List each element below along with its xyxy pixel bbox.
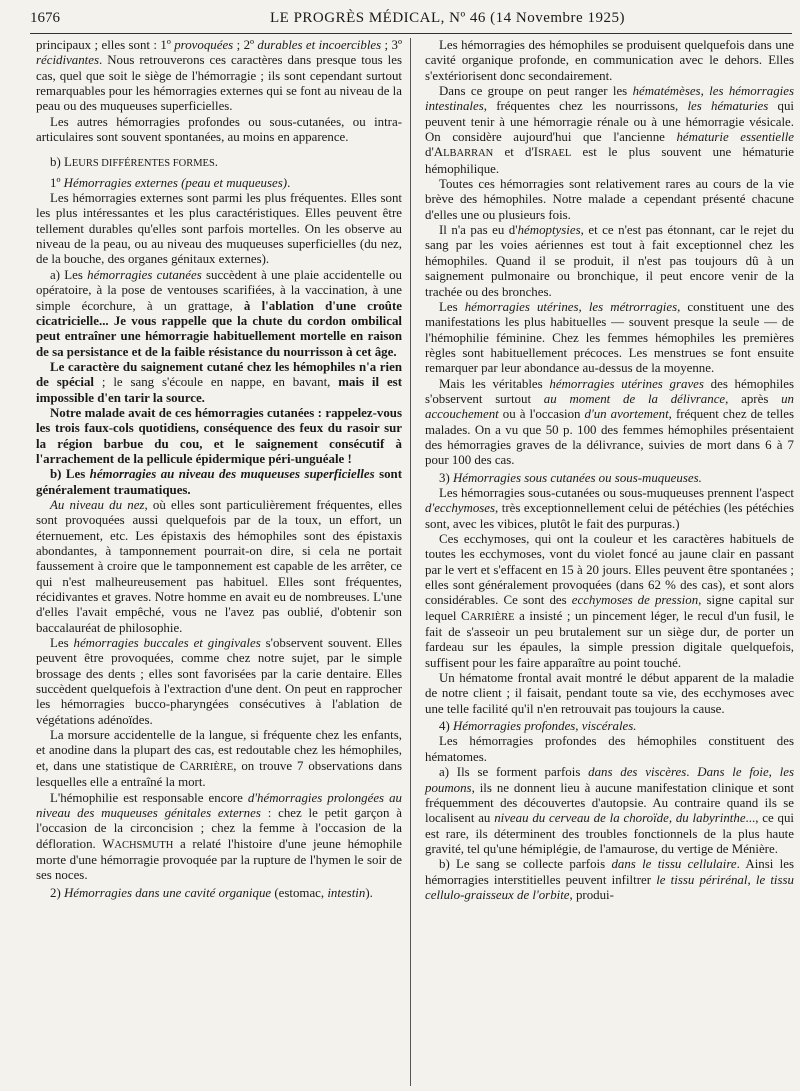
paragraph-l13: L'hémophilie est responsable encore d'hémorragies prolongées au niveau des muqueuses génitales externes : chez le petit garçon à l'occasion de la circoncision ; chez la femme à l'occasion de la défloration. WACHSMUTH a relaté l'histoire d'une jeune hémophile morte d'une hémorragie provoquée par la rupture de l'hymen le soir de ses noces. <box>36 790 402 883</box>
paragraph-l8: Notre malade avait de ces hémorragies cutanées : rappelez-vous les trois faux-cols quotidiens, conséquence des feux du rasoir sur la région barbue du cou, et le saignement consécutif à l'arrachement de la pellicule épidermique péri-unguéale ! <box>36 405 402 466</box>
paragraph-l14: 2) Hémorragies dans une cavité organique (estomac, intestin). <box>50 885 373 900</box>
column-divider <box>410 38 411 1086</box>
paragraph-l4: 1º Hémorragies externes (peau et muqueuses). <box>50 175 291 190</box>
paragraph-l7: Le caractère du saignement cutané chez les hémophiles n'a rien de spécial ; le sang s'écoule en nappe, en bavant, mais il est impossible d'en tarir la source. <box>36 359 402 405</box>
paragraph-r10: Un hématome frontal avait montré le début apparent de la maladie de notre client ; il faisait, pendant toute sa vie, des ecchymoses avec une telle facilité qu'il n'en retrouvait pas toujours la cause. <box>425 671 794 716</box>
page-header <box>0 0 800 26</box>
paragraph-r12: Les hémorragies profondes des hémophiles constituent des hématomes. <box>425 734 794 764</box>
paragraph-r3: Toutes ces hémorragies sont relativement rares au cours de la vie brève des hémophiles. Notre malade a cependant présenté chacune d'elles une ou plusieurs fois. <box>425 177 794 222</box>
right-column <box>425 38 794 903</box>
running-head: LE PROGRÈS MÉDICAL, Nº 46 (14 Novembre 1925) <box>270 10 625 26</box>
paragraph-r2: Dans ce groupe on peut ranger les hématémèses, les hémorragies intestinales, fréquentes chez les nourrissons, les hématuries qui peuvent tenir à une hémorragie rénale ou à une hémorragie vésicale. On considère aujourd'hui que l'ancienne hématurie essentielle d'ALBARRAN et d'ISRAEL est le plus souvent une hématurie hémophilique. <box>425 84 795 176</box>
paragraph-l10: Au niveau du nez, où elles sont particulièrement fréquentes, elles sont provoquées aussi quelquefois par de la toux, un effort, un éternuement, etc. Les épistaxis des hémophiles sont des épistaxis abondantes, à tamponnement pourrait-on dire, si cela ne portait faussement à croire que le tamponnement est capable de les arrêter, ce qui n'est malheureusement pas habituel. Elles sont fréquentes, récidivantes et graves. Notre homme en avait eu de nombreuses. L'une d'elles l'avait empêché, vous ne l'avez pas oublié, d'obtenir son baccalauréat de philosophie. <box>36 497 402 635</box>
paragraph-r7: 3) Hémorragies sous cutanées ou sous-muqueuses. <box>439 470 702 485</box>
paragraph-l5: Les hémorragies externes sont parmi les plus fréquentes. Elles sont les plus intéressantes et les plus caractéristiques. Elles peuvent être tellement durables qu'elles sont parfois mortelles. On les observe au niveau de la peau, ou au niveau des muqueuses superficielles (du nez, de la bouche, des organes génitaux externes). <box>36 191 402 267</box>
paragraph-l1: principaux ; elles sont : 1º provoquées ; 2º durables et incoercibles ; 3º récidivantes. Nous retrouverons ces caractères dans presque tous les cas, quel que soit le siège de l'hémorragie ; ils sont cependant surtout remarquables pour les hémorragies externes qui se font au niveau de la peau ou des muqueuses superficielles. <box>36 38 402 114</box>
paragraph-r1: Les hémorragies des hémophiles se produisent quelquefois dans une cavité organique profonde, en communication avec le dehors. Elles s'extériorisent donc secondairement. <box>425 38 794 83</box>
page-number: 1676 <box>30 10 60 26</box>
paragraph-r14: b) Le sang se collecte parfois dans le tissu cellulaire. Ainsi les hémorragies interstitielles peuvent infiltrer le tissu périrénal, le tissu cellulo-graisseux de l'orbite, produi- <box>425 857 794 902</box>
paragraph-l3: b) LEURS DIFFÉRENTES FORMES. <box>50 155 219 170</box>
paragraph-l6: a) Les hémorragies cutanées succèdent à une plaie accidentelle ou opératoire, à la pose de ventouses scarifiées, à la vaccination, à une simple écorchure, à un grattage, à l'ablation d'une croûte cicatricielle... Je vous rappelle que la chute du cordon ombilical peut entraîner une hémorragie habituellement mortelle en raison de sa persistance et de la faible résistance du nourrisson à cet âge. <box>36 267 402 359</box>
left-column <box>36 38 402 901</box>
paragraph-r11: 4) Hémorragies profondes, viscérales. <box>439 719 637 734</box>
paragraph-r9: Ces ecchymoses, qui ont la couleur et les caractères habituels de toutes les ecchymoses, vont du violet foncé au jaune clair en passant par le vert et s'effacent en 15 à 20 jours. Elles peuvent être spontanées ; elles sont généralement provoquées (dans 62 % des cas), et sont alors considérables. Ce sont des ecchymoses de pression, signe capital sur lequel CARRIÈRE a insisté ; un pincement léger, le recul d'un fusil, le fait de s'asseoir un peu brutalement sur un siège dur, de porter un fardeau sur les épaules, la simple pression digitale quelquefois, suffisent pour les faire apparaître au point touché. <box>425 532 794 670</box>
paragraph-r6: Mais les véritables hémorragies utérines graves des hémophiles s'observent surtout au moment de la délivrance, après un accouchement ou à l'occasion d'un avortement, fréquent chez de telles malades. On a vu que 50 p. 100 des femmes hémophiles présentaient des hémorragies graves de la délivrance, suivies de mort dans 6 à 7 pour 100 des cas. <box>425 376 794 468</box>
paragraph-r13: a) Ils se forment parfois dans des viscères. Dans le foie, les poumons, ils ne donnent lieu à aucune manifestation clinique et sont fréquemment des découvertes d'autopsie. Au contraire quand ils se localisent au niveau du cerveau de la choroïde, du labyrinthe..., ce qui est rare, ils déterminent des troubles fonctionnels de la plus haute gravité, tel qu'une hémiplégie, de l'amaurose, du vertige de Ménière. <box>425 765 795 856</box>
paragraph-l2: Les autres hémorragies profondes ou sous-cutanées, ou intra-articulaires sont souvent spontanées, au moins en apparence. <box>36 114 402 145</box>
header-rule <box>30 33 792 34</box>
paragraph-l9: b) Les hémorragies au niveau des muqueuses superficielles sont généralement traumatiques. <box>36 467 402 497</box>
paragraph-r8: Les hémorragies sous-cutanées ou sous-muqueuses prennent l'aspect d'ecchymoses, très exceptionnellement celui de pétéchies (les pétéchies sont, avec les vibices, plutôt le fait des purpuras.) <box>425 485 794 531</box>
paragraph-r5: Les hémorragies utérines, les métrorragies, constituent une des manifestations les plus habituelles — souvent presque la seule — de l'hémophilie féminine. Chez les femmes hémophiles les premières règles sont habituellement précoces. Les menstrues se font ensuite remarquer par leur abondance au-dessus de la moyenne. <box>425 299 794 376</box>
paragraph-r4: Il n'a pas eu d'hémoptysies, et ce n'est pas étonnant, car le rejet du sang par les voies aériennes est tout à fait exceptionnel chez les hémophiles. Quand il se produit, il n'est pas toujours dû à un saignement pulmonaire ou bronchique, il peut encore venir de la trachée ou des bronches. <box>425 223 795 299</box>
paragraph-l11: Les hémorragies buccales et gingivales s'observent souvent. Elles peuvent être provoquées, comme chez notre sujet, par le simple brossage des dents ; elles sont favorisées par la carie dentaire. Elles succèdent quelquefois à l'extraction d'une dent. On peut en rapprocher les hémorragies bucco-pharyngées consécutives à l'ablation de végétations adénoïdes. <box>36 636 402 727</box>
paragraph-l12: La morsure accidentelle de la langue, si fréquente chez les enfants, et anodine dans la plupart des cas, est redoutable chez les hémophiles, et, dans une statistique de CARRIÈRE, on trouve 7 observations dans lesquelles elle a entraîné la mort. <box>36 728 403 790</box>
